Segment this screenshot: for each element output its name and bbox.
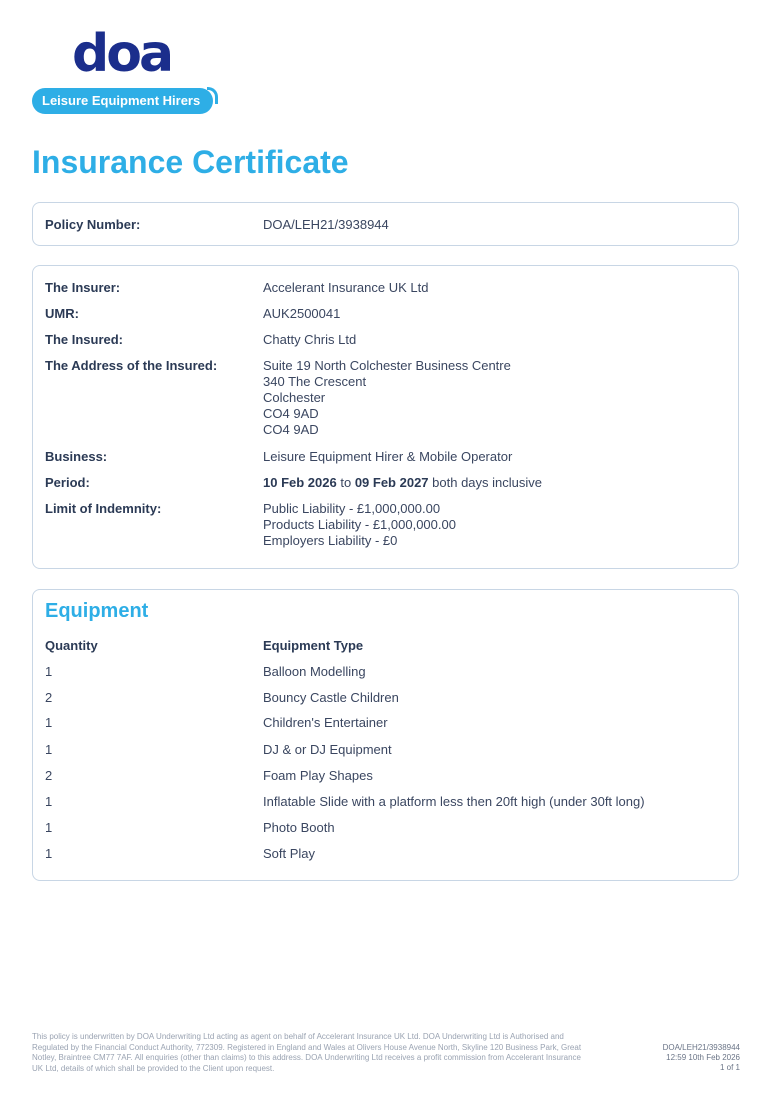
table-row	[33, 664, 738, 680]
policy-details-card	[32, 265, 739, 569]
insured-value: Chatty Chris Ltd	[263, 332, 357, 347]
footer-meta	[580, 1043, 740, 1073]
equipment-type-cell: Children's Entertainer	[263, 715, 388, 730]
insurer-value: Accelerant Insurance UK Ltd	[263, 280, 429, 295]
page-title: Insurance Certificate	[32, 144, 349, 180]
logo-pill-hook-icon	[207, 87, 218, 104]
indemnity-value	[263, 501, 456, 549]
equipment-title: Equipment	[45, 600, 149, 622]
indemnity-line: Employers Liability - £0	[263, 533, 398, 548]
indemnity-line: Public Liability - £1,000,000.00	[263, 501, 441, 516]
period-end: 09 Feb 2027	[354, 475, 429, 490]
logo-wordmark: doa	[72, 24, 172, 84]
insured-label: The Insured:	[45, 332, 124, 347]
quantity-header: Quantity	[45, 638, 98, 653]
table-row	[33, 768, 738, 784]
table-row	[33, 794, 738, 810]
quantity-cell: 1	[45, 664, 53, 679]
table-row	[33, 690, 738, 706]
umr-value: AUK2500041	[263, 306, 341, 321]
equipment-type-cell: Bouncy Castle Children	[263, 690, 399, 705]
equipment-type-header: Equipment Type	[263, 638, 364, 653]
equipment-type-cell: Soft Play	[263, 846, 316, 861]
address-line: Suite 19 North Colchester Business Centre	[263, 358, 511, 373]
equipment-table-header	[33, 638, 738, 654]
footer-page-number: 1 of 1	[719, 1063, 740, 1072]
equipment-type-cell: DJ & or DJ Equipment	[263, 742, 392, 757]
equipment-type-cell: Photo Booth	[263, 820, 335, 835]
footer-disclaimer: This policy is underwritten by DOA Underwriting Ltd acting as agent on behalf of Accelerant Insurance UK Ltd. DOA Underwriting Ltd is Authorised and Regulated by the Financial Conduct Authority, 772309. Registered in England and Wales at Olivers House Avenue North, Skyline 120 Business Park, Great Notley, Braintree CM77 7AF. All enquiries (other than claims) to this address. DOA Underwriting Ltd receives a profit commission from Accelerant Insurance UK Ltd, details of which shall be provided to the Client upon request.	[32, 1032, 582, 1073]
policy-number-value: DOA/LEH21/3938944	[263, 217, 389, 232]
footer-timestamp: 12:59 10th Feb 2026	[666, 1053, 740, 1062]
quantity-cell: 1	[45, 715, 53, 730]
company-logo	[32, 24, 217, 116]
insurer-label: The Insurer:	[45, 280, 121, 295]
period-label: Period:	[45, 475, 90, 490]
table-row	[33, 846, 738, 862]
policy-number-label: Policy Number:	[45, 217, 141, 232]
equipment-type-cell: Inflatable Slide with a platform less then 20ft high (under 30ft long)	[263, 794, 645, 809]
period-to: to	[340, 475, 352, 490]
period-value	[263, 475, 542, 491]
umr-label: UMR:	[45, 306, 79, 321]
equipment-type-cell: Foam Play Shapes	[263, 768, 373, 783]
quantity-cell: 2	[45, 690, 53, 705]
equipment-type-cell: Balloon Modelling	[263, 664, 366, 679]
period-start: 10 Feb 2026	[263, 475, 337, 490]
quantity-cell: 1	[45, 820, 53, 835]
footer-reference: DOA/LEH21/3938944	[662, 1043, 740, 1052]
equipment-card	[32, 589, 739, 881]
table-row	[33, 820, 738, 836]
indemnity-line: Products Liability - £1,000,000.00	[263, 517, 456, 532]
table-row	[33, 715, 738, 731]
address-line: 340 The Crescent	[263, 374, 367, 389]
address-line: Colchester	[263, 390, 326, 405]
quantity-cell: 1	[45, 794, 53, 809]
quantity-cell: 1	[45, 846, 53, 861]
address-value	[263, 358, 511, 438]
quantity-cell: 1	[45, 742, 53, 757]
policy-number-card	[32, 202, 739, 246]
period-suffix: both days inclusive	[432, 475, 542, 490]
address-line: CO4 9AD	[263, 422, 319, 437]
logo-tagline: Leisure Equipment Hirers	[32, 88, 213, 114]
business-label: Business:	[45, 449, 108, 464]
address-label: The Address of the Insured:	[45, 358, 218, 373]
business-value: Leisure Equipment Hirer & Mobile Operator	[263, 449, 513, 464]
address-line: CO4 9AD	[263, 406, 319, 421]
table-row	[33, 742, 738, 758]
quantity-cell: 2	[45, 768, 53, 783]
indemnity-label: Limit of Indemnity:	[45, 501, 162, 516]
